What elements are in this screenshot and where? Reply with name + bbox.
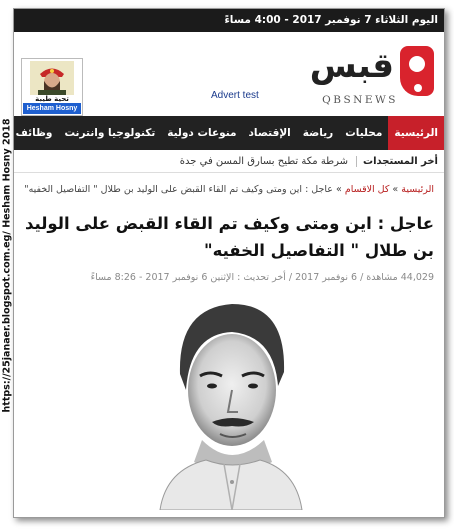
portrait-illustration-icon — [30, 61, 74, 95]
side-watermark — [0, 0, 14, 530]
profile-badge — [21, 58, 83, 116]
date-text: اليوم الثلاثاء 7 نوفمبر 2017 - 4:00 مساءً — [224, 14, 438, 26]
advert-link[interactable]: Advert test — [211, 90, 259, 101]
article-title: عاجل : اين ومتى وكيف تم القاء القبض على الوليد بن طلال " التفاصيل الخفيه" — [24, 214, 434, 260]
site-logo[interactable] — [308, 42, 436, 112]
site-header — [14, 32, 444, 116]
breadcrumb-sections-link[interactable]: كل الاقسام — [344, 184, 390, 195]
logo-arabic-text: قبس — [309, 46, 394, 86]
badge-caption: تحية طيبة — [35, 95, 69, 103]
breadcrumb-current: عاجل : اين ومتى وكيف تم القاء القبض على الوليد بن طلال " التفاصيل الخفيه" — [24, 184, 333, 195]
logo-mark-icon — [400, 46, 434, 96]
ticker-headline-link[interactable]: شرطة مكة تطيح بسارق المسن في جدة — [179, 155, 349, 167]
nav-item-jobs[interactable]: وظائف — [15, 127, 53, 139]
date-bar — [14, 9, 444, 32]
breadcrumb — [14, 173, 444, 198]
nav-item-home[interactable]: الرئيسية — [388, 116, 444, 150]
main-nav — [14, 116, 444, 150]
news-ticker — [14, 150, 444, 173]
nav-item-international[interactable]: منوعات دولية — [167, 127, 237, 139]
badge-name: Hesham Hosny — [23, 103, 81, 114]
breadcrumb-separator: » — [389, 184, 402, 195]
ticker-label: أخر المستجدات — [356, 156, 444, 167]
nav-item-technology[interactable]: تكنولوجيا وانترنت — [64, 127, 156, 139]
nav-item-sports[interactable]: رياضة — [302, 127, 334, 139]
watermark-text: https://25janaer.blogspot.com.eg/ Hesham Hosny 2018 — [1, 118, 13, 412]
article-photo — [150, 294, 310, 510]
nav-item-local[interactable]: محليات — [345, 127, 383, 139]
breadcrumb-separator: » — [332, 184, 345, 195]
breadcrumb-home-link[interactable]: الرئيسية — [401, 184, 434, 195]
article-meta: 44,029 مشاهدة / 6 نوفمبر 2017 / أخر تحديث : الإثنين 6 نوفمبر 2017 - 8:26 مساءً — [90, 272, 434, 283]
logo-english-text: QBSNEWS — [322, 94, 398, 106]
nav-item-economy[interactable]: الإقتصاد — [248, 127, 291, 139]
